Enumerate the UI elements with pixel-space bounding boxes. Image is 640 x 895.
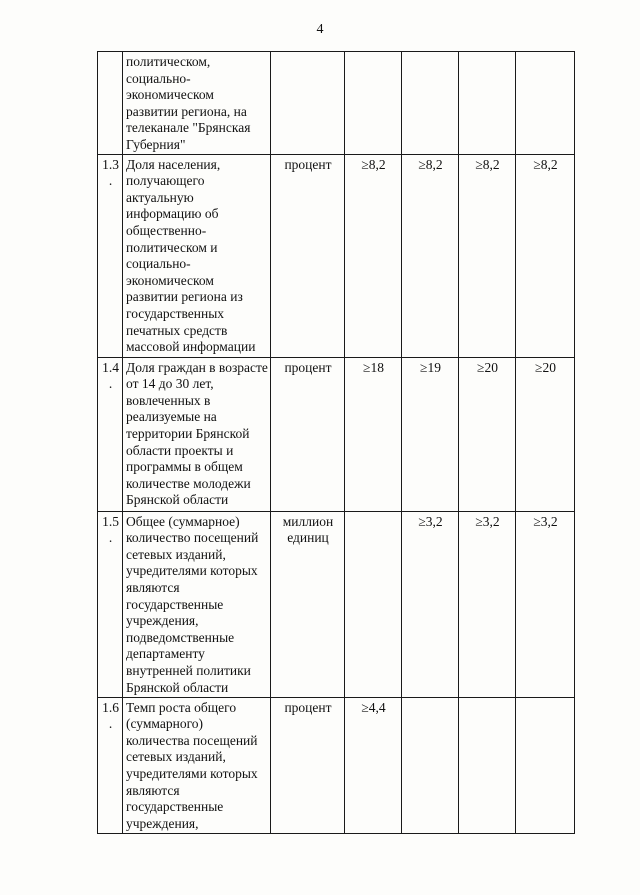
- value-cell: ≥18: [345, 357, 402, 511]
- value-cell: ≥20: [459, 357, 516, 511]
- value-cell: ≥4,4: [345, 697, 402, 833]
- row-number: 1.5.: [98, 511, 123, 697]
- value-cell: ≥20: [516, 357, 575, 511]
- unit-cell: миллион единиц: [271, 511, 345, 697]
- indicators-table: [97, 51, 575, 834]
- indicator-name: Доля граждан в возрасте от 14 до 30 лет, вовлеченных в реализуемые на территории Брянской области проекты и программы в общем количестве молодежи Брянской области: [123, 357, 271, 511]
- value-cell: [402, 697, 459, 833]
- table-row: [98, 52, 575, 155]
- unit-cell: процент: [271, 154, 345, 357]
- table-row: [98, 511, 575, 697]
- table-row: [98, 154, 575, 357]
- value-cell: ≥8,2: [516, 154, 575, 357]
- indicator-name: политическом, социально-экономическом развитии региона, на телеканале "Брянская Губерния": [123, 52, 271, 155]
- row-number: 1.6.: [98, 697, 123, 833]
- value-cell: ≥8,2: [345, 154, 402, 357]
- value-cell: ≥8,2: [402, 154, 459, 357]
- value-cell: [459, 52, 516, 155]
- value-cell: ≥3,2: [402, 511, 459, 697]
- value-cell: [402, 52, 459, 155]
- value-cell: [345, 511, 402, 697]
- value-cell: [345, 52, 402, 155]
- value-cell: [516, 52, 575, 155]
- value-cell: ≥8,2: [459, 154, 516, 357]
- indicator-name: Темп роста общего (суммарного) количества посещений сетевых изданий, учредителями которых являются государственные учреждения,: [123, 697, 271, 833]
- value-cell: [516, 697, 575, 833]
- page-number: 4: [316, 22, 324, 37]
- unit-cell: [271, 52, 345, 155]
- row-number: [98, 52, 123, 155]
- value-cell: ≥3,2: [459, 511, 516, 697]
- table-row: [98, 697, 575, 833]
- table-row: [98, 357, 575, 511]
- indicator-name: Общее (суммарное) количество посещений сетевых изданий, учредителями которых являются государственные учреждения, подведомственные департаменту внутренней политики Брянской области: [123, 511, 271, 697]
- value-cell: [459, 697, 516, 833]
- indicator-name: Доля населения, получающего актуальную информацию об общественно-политическом и социально-экономическом развитии региона из государственных печатных средств массовой информации: [123, 154, 271, 357]
- unit-cell: процент: [271, 357, 345, 511]
- value-cell: ≥19: [402, 357, 459, 511]
- row-number: 1.3.: [98, 154, 123, 357]
- unit-cell: процент: [271, 697, 345, 833]
- row-number: 1.4.: [98, 357, 123, 511]
- value-cell: ≥3,2: [516, 511, 575, 697]
